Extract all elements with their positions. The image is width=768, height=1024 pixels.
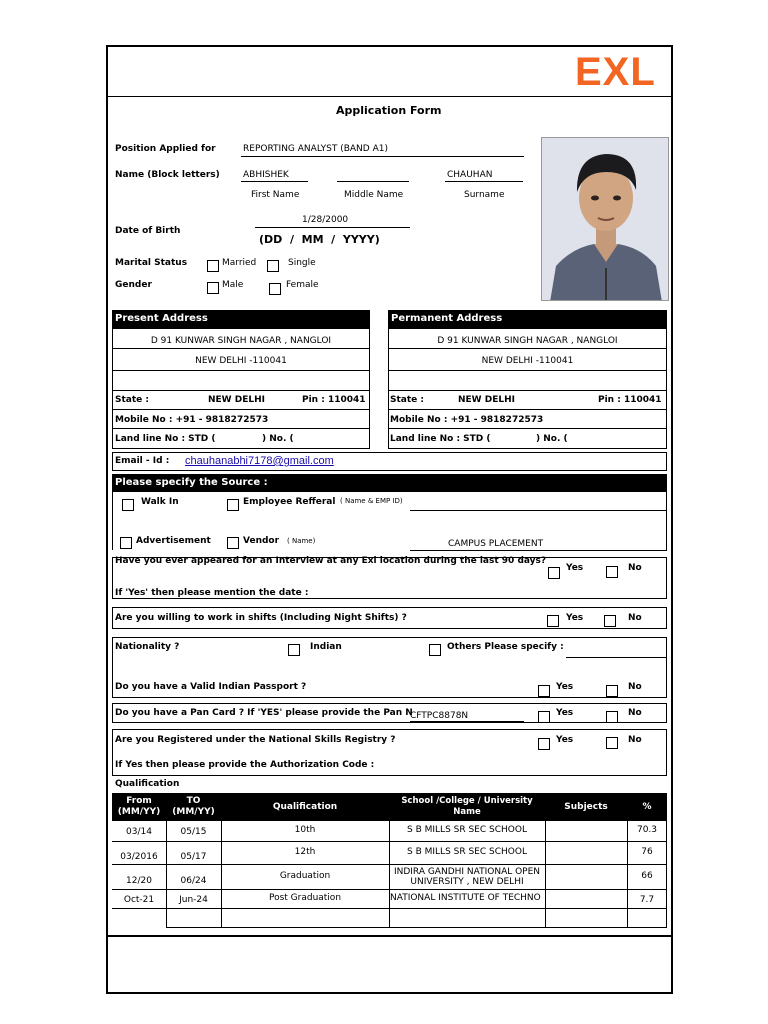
employee-referral-label: Employee Refferal [243, 497, 336, 507]
present-line-divider-1 [112, 348, 370, 349]
shifts-no-label: No [628, 613, 642, 623]
vendor-value[interactable]: CAMPUS PLACEMENT [448, 539, 544, 549]
others-checkbox[interactable] [429, 644, 441, 656]
col-to-header [166, 795, 221, 819]
first-name-underline [241, 181, 308, 182]
email-link[interactable]: chauhanabhi7178@gmail.com [185, 455, 334, 467]
table-row-1-qualification[interactable]: 10th [294, 824, 316, 835]
permanent-line-divider-2 [388, 370, 667, 371]
name-label: Name (Block letters) [115, 170, 220, 180]
col-from-title: From [126, 796, 152, 806]
male-checkbox[interactable] [207, 282, 219, 294]
vendor-label: Vendor [243, 536, 280, 546]
surname-underline [445, 181, 523, 182]
permanent-landline-no[interactable]: ) No. ( [536, 434, 568, 444]
table-row-1-to[interactable]: 05/15 [180, 826, 207, 837]
applicant-photo [541, 137, 669, 301]
col-school-header: School /College / University Name [401, 796, 533, 817]
passport-no-label: No [628, 682, 642, 692]
gender-label: Gender [115, 280, 152, 290]
table-row-2-from[interactable]: 03/2016 [120, 851, 158, 862]
present-address-line2[interactable]: NEW DELHI -110041 [195, 356, 287, 366]
pan-underline [410, 721, 524, 722]
permanent-state-label: State : [390, 395, 424, 405]
table-row-1-from[interactable]: 03/14 [126, 826, 152, 837]
exl-logo: EXL [575, 50, 656, 94]
indian-label: Indian [310, 642, 342, 652]
table-row-4-subjects[interactable] [545, 889, 627, 907]
walk-in-checkbox[interactable] [122, 499, 134, 511]
pan-question: Do you have a Pan Card ? If 'YES' please provide the Pan N [115, 708, 413, 718]
table-row-1-percent[interactable]: 70.3 [636, 824, 658, 835]
source-left-border [112, 492, 113, 550]
walk-in-label: Walk In [141, 497, 179, 507]
position-underline [241, 156, 524, 157]
passport-question: Do you have a Valid Indian Passport ? [115, 682, 307, 692]
pan-no-label: No [628, 708, 642, 718]
col-qualification-header: Qualification [272, 801, 338, 812]
table-row-2-percent[interactable]: 76 [641, 846, 653, 857]
col-to-title: TO [186, 796, 201, 806]
present-line-divider-2 [112, 370, 370, 371]
present-line-divider-5 [112, 428, 370, 429]
table-row-3-subjects[interactable] [545, 866, 627, 886]
col-percent-header: % [642, 801, 652, 812]
col-from-header [112, 795, 166, 819]
passport-no-checkbox[interactable] [606, 685, 618, 697]
source-right-border [666, 492, 667, 550]
interview-yes-checkbox[interactable] [548, 567, 560, 579]
shifts-question: Are you willing to work in shifts (Including Night Shifts) ? [115, 613, 407, 623]
pan-value[interactable]: CFTPC8878N [410, 711, 469, 721]
col-to-format: (MM/YY) [172, 807, 215, 817]
table-row-4-from[interactable]: Oct-21 [123, 894, 155, 905]
male-label: Male [222, 280, 244, 290]
indian-checkbox[interactable] [288, 644, 300, 656]
source-header: Please specify the Source : [112, 474, 667, 492]
passport-yes-label: Yes [556, 682, 574, 692]
passport-yes-checkbox[interactable] [538, 685, 550, 697]
shifts-no-checkbox[interactable] [604, 615, 616, 627]
permanent-state-value[interactable]: NEW DELHI [458, 395, 515, 405]
pan-yes-label: Yes [556, 708, 574, 718]
nsr-no-label: No [628, 735, 642, 745]
auth-code-label: If Yes then please provide the Authorization Code : [115, 760, 375, 770]
table-row-4-to[interactable]: Jun-24 [179, 894, 208, 905]
present-state-label: State : [115, 395, 149, 405]
shifts-yes-label: Yes [566, 613, 584, 623]
pan-yes-checkbox[interactable] [538, 711, 550, 723]
present-landline[interactable]: Land line No : STD ( [115, 434, 216, 444]
table-row-2-school[interactable]: S B MILLS SR SEC SCHOOL [407, 846, 527, 857]
middle-name-caption: Middle Name [344, 190, 404, 200]
table-row-2-to[interactable]: 05/17 [180, 851, 207, 862]
form-title: Application Form [336, 104, 442, 117]
table-row-3-to[interactable]: 06/24 [180, 875, 207, 886]
dob-underline [255, 227, 410, 228]
middle-name-underline [337, 181, 409, 182]
header-divider [106, 96, 673, 97]
single-label: Single [288, 258, 316, 268]
nationality-question: Nationality ? [115, 642, 180, 652]
permanent-landline[interactable]: Land line No : STD ( [390, 434, 491, 444]
present-line-divider-3 [112, 390, 370, 391]
table-row-2-qualification[interactable]: 12th [294, 846, 316, 857]
permanent-line-divider-4 [388, 409, 667, 410]
single-checkbox[interactable] [267, 260, 279, 272]
surname-value[interactable]: CHAUHAN [447, 170, 493, 180]
permanent-address-line2[interactable]: NEW DELHI -110041 [481, 356, 574, 366]
employee-referral-note: ( Name & EMP ID) [340, 497, 403, 505]
dob-value[interactable]: 1/28/2000 [302, 215, 349, 225]
married-label: Married [222, 258, 257, 268]
present-address-line1[interactable]: D 91 KUNWAR SINGH NAGAR , NANGLOI [150, 336, 332, 346]
interview-no-label: No [628, 563, 642, 573]
nsr-yes-label: Yes [556, 735, 574, 745]
email-label: Email - Id : [115, 456, 170, 466]
col-subjects-header: Subjects [564, 801, 608, 812]
footer-divider [106, 935, 673, 937]
table-row-3-qualification[interactable]: Graduation [279, 870, 331, 881]
table-row-2-subjects[interactable] [545, 842, 627, 862]
table-row-4-school[interactable]: NATIONAL INSTITUTE OF TECHNO [390, 892, 541, 903]
permanent-mobile[interactable]: Mobile No : +91 - 9818272573 [390, 415, 544, 425]
married-checkbox[interactable] [207, 260, 219, 272]
table-row-3-school[interactable]: INDIRA GANDHI NATIONAL OPEN UNIVERSITY , NEW DELHI [393, 867, 541, 887]
permanent-address-header: Permanent Address [388, 310, 667, 328]
col-from-format: (MM/YY) [117, 807, 161, 817]
table-row-4-qualification[interactable]: Post Graduation [268, 892, 342, 903]
others-label: Others Please specify : [447, 642, 564, 652]
present-landline-no[interactable]: ) No. ( [262, 434, 294, 444]
position-label: Position Applied for [115, 144, 216, 154]
referral-underline [410, 510, 667, 511]
female-checkbox[interactable] [269, 283, 281, 295]
marital-label: Marital Status [115, 258, 188, 268]
nsr-yes-checkbox[interactable] [538, 738, 550, 750]
nsr-no-checkbox[interactable] [606, 737, 618, 749]
position-value[interactable]: REPORTING ANALYST (BAND A1) [243, 144, 388, 154]
present-state-value[interactable]: NEW DELHI [208, 395, 265, 405]
table-row-4-percent[interactable]: 7.7 [639, 894, 655, 905]
dob-format: (DD / MM / YYYY) [259, 233, 380, 246]
interview-date-label: If 'Yes' then please mention the date : [115, 588, 309, 598]
vendor-checkbox[interactable] [227, 537, 239, 549]
present-address-header: Present Address [112, 310, 370, 328]
permanent-line-divider-1 [388, 348, 667, 349]
present-line-divider-4 [112, 409, 370, 410]
surname-caption: Surname [464, 190, 505, 200]
first-name-value[interactable]: ABHISHEK [243, 170, 289, 180]
permanent-address-line1[interactable]: D 91 KUNWAR SINGH NAGAR , NANGLOI [437, 336, 618, 346]
permanent-line-divider-3 [388, 390, 667, 391]
dob-label: Date of Birth [115, 226, 181, 236]
nsr-question: Are you Registered under the National Skills Registry ? [115, 735, 396, 745]
vendor-underline [410, 550, 667, 551]
table-row-3-from[interactable]: 12/20 [126, 875, 152, 886]
table-row-1-school[interactable]: S B MILLS SR SEC SCHOOL [407, 824, 527, 835]
qualification-label: Qualification [115, 779, 180, 789]
table-row-3-percent[interactable]: 66 [641, 870, 653, 881]
advertisement-label: Advertisement [136, 536, 211, 546]
others-underline [566, 657, 667, 658]
interview-yes-label: Yes [566, 563, 584, 573]
permanent-line-divider-5 [388, 428, 667, 429]
permanent-pin[interactable]: Pin : 110041 [598, 395, 662, 405]
interview-question: Have you ever appeared for an Interview at any Exl location during the last 90 days? [115, 556, 547, 566]
advertisement-checkbox[interactable] [120, 537, 132, 549]
interview-no-checkbox[interactable] [606, 566, 618, 578]
first-name-caption: First Name [251, 190, 300, 200]
employee-referral-checkbox[interactable] [227, 499, 239, 511]
present-pin[interactable]: Pin : 110041 [302, 395, 366, 405]
present-mobile[interactable]: Mobile No : +91 - 9818272573 [115, 415, 269, 425]
female-label: Female [286, 280, 319, 290]
table-row-1-subjects[interactable] [545, 821, 627, 839]
pan-no-checkbox[interactable] [606, 711, 618, 723]
shifts-yes-checkbox[interactable] [547, 615, 559, 627]
person-photo-icon [542, 138, 669, 301]
vendor-note: ( Name) [287, 537, 316, 545]
